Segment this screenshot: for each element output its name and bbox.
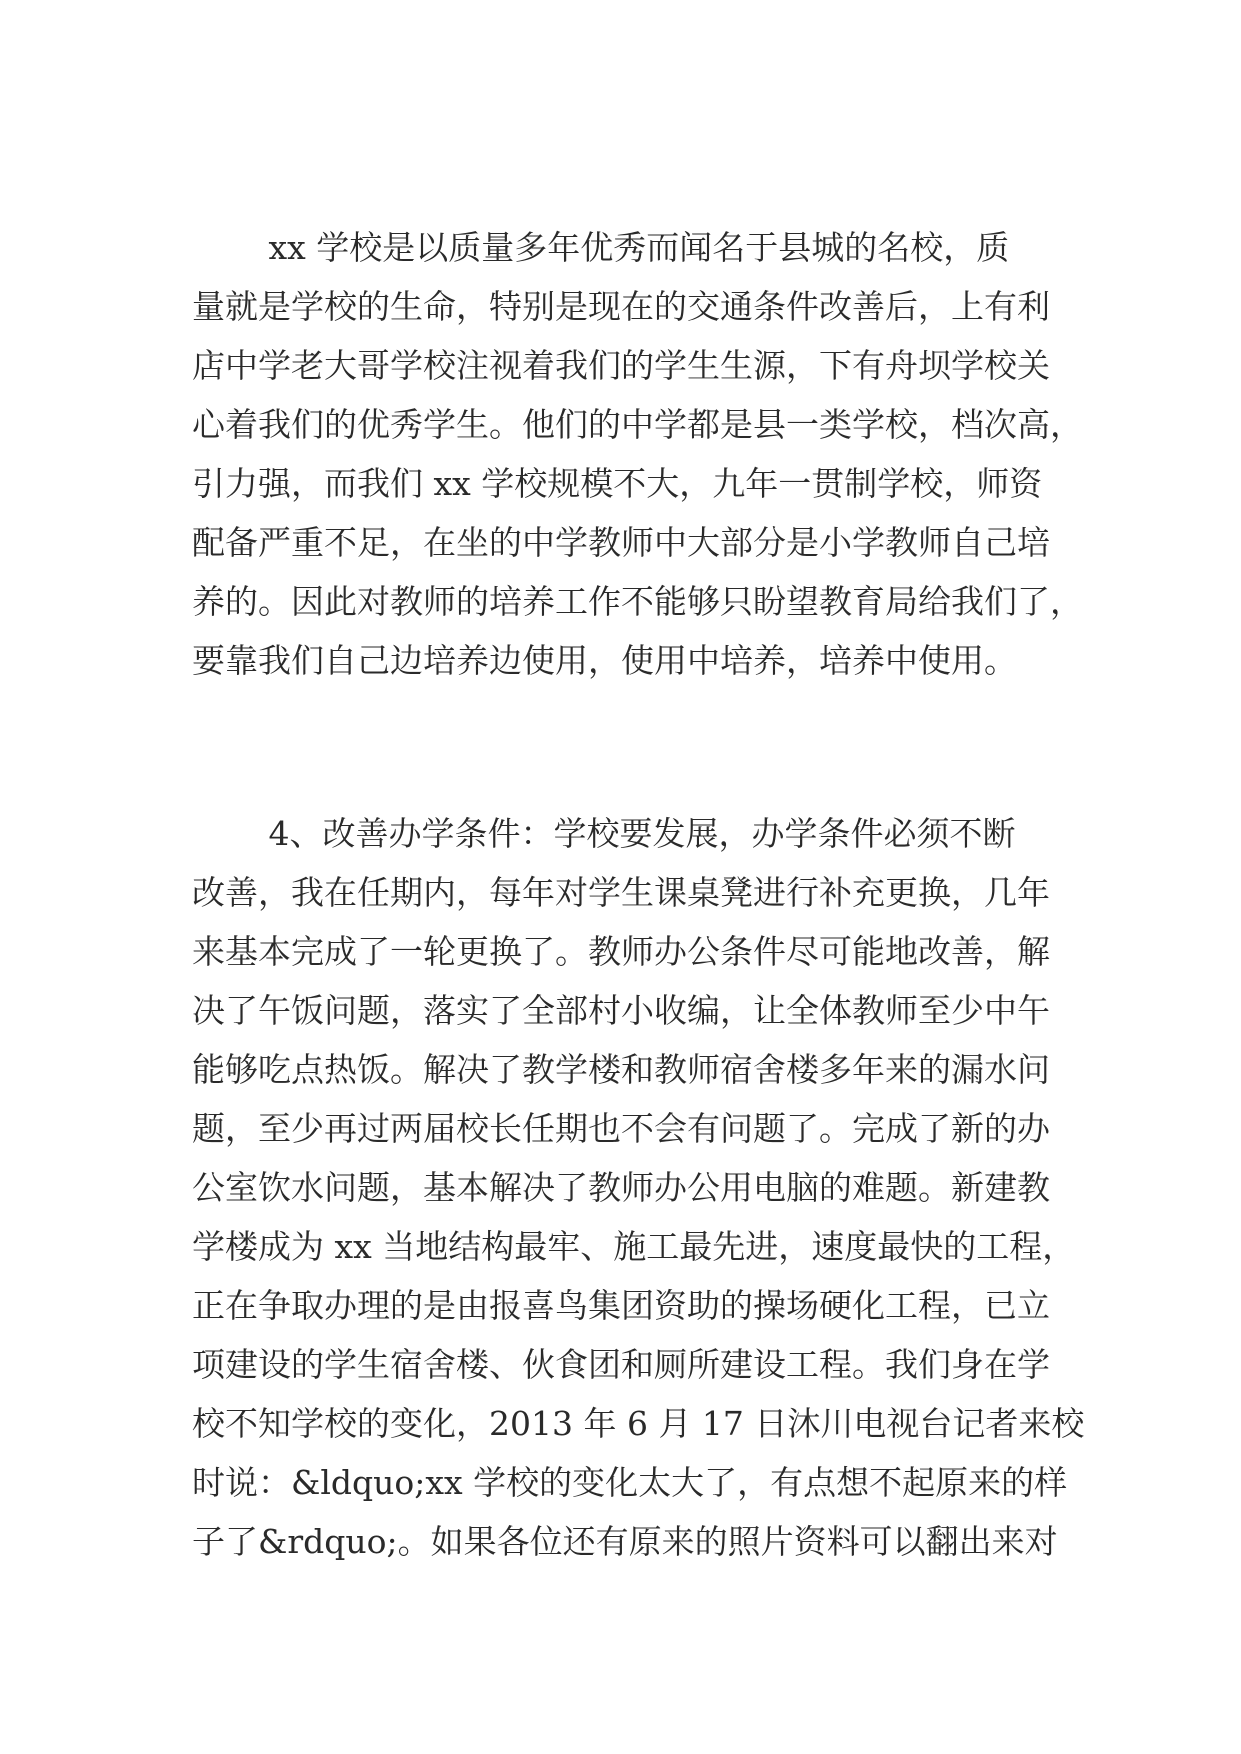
paragraph-line: 校不知学校的变化，2013 年 6 月 17 日沐川电视台记者来校 bbox=[192, 1404, 1085, 1443]
paragraph-line: 配备严重不足，在坐的中学教师中大部分是小学教师自己培 bbox=[192, 523, 1050, 562]
paragraph-line: 时说：&ldquo;xx 学校的变化太大了，有点想不起原来的样 bbox=[192, 1463, 1068, 1502]
paragraph-line: 心着我们的优秀学生。他们的中学都是县一类学校，档次高， bbox=[192, 405, 1083, 444]
paragraph-line: 正在争取办理的是由报喜鸟集团资助的操场硬化工程，已立 bbox=[192, 1286, 1050, 1325]
paragraph-line: 店中学老大哥学校注视着我们的学生生源，下有舟坝学校关 bbox=[192, 346, 1050, 385]
paragraph-line: 要靠我们自己边培养边使用，使用中培养，培养中使用。 bbox=[192, 641, 1017, 680]
paragraph-line: 学楼成为 xx 当地结构最牢、施工最先进，速度最快的工程， bbox=[192, 1227, 1076, 1266]
paragraph-line: 4、改善办学条件：学校要发展，办学条件必须不断 bbox=[192, 814, 1016, 853]
paragraph-line: 子了&rdquo;。如果各位还有原来的照片资料可以翻出来对 bbox=[192, 1522, 1058, 1561]
paragraph-line: 项建设的学生宿舍楼、伙食团和厕所建设工程。我们身在学 bbox=[192, 1345, 1050, 1384]
paragraph-line: xx 学校是以质量多年优秀而闻名于县城的名校，质 bbox=[192, 228, 1010, 267]
paragraph-line: 引力强，而我们 xx 学校规模不大，九年一贯制学校，师资 bbox=[192, 464, 1043, 503]
paragraph-line: 来基本完成了一轮更换了。教师办公条件尽可能地改善，解 bbox=[192, 932, 1050, 971]
paragraph-line: 改善，我在任期内，每年对学生课桌凳进行补充更换，几年 bbox=[192, 873, 1050, 912]
paragraph-line: 题，至少再过两届校长任期也不会有问题了。完成了新的办 bbox=[192, 1109, 1050, 1148]
paragraph-teacher-training bbox=[192, 218, 1083, 690]
paragraph-line: 公室饮水问题，基本解决了教师办公用电脑的难题。新建教 bbox=[192, 1168, 1050, 1207]
paragraph-line: 决了午饭问题，落实了全部村小收编，让全体教师至少中午 bbox=[192, 991, 1050, 1030]
paragraph-line: 能够吃点热饭。解决了教学楼和教师宿舍楼多年来的漏水问 bbox=[192, 1050, 1050, 1089]
paragraph-line: 量就是学校的生命，特别是现在的交通条件改善后，上有利 bbox=[192, 287, 1050, 326]
paragraph-line: 养的。因此对教师的培养工作不能够只盼望教育局给我们了， bbox=[192, 582, 1083, 621]
paragraph-school-conditions bbox=[192, 804, 1085, 1571]
